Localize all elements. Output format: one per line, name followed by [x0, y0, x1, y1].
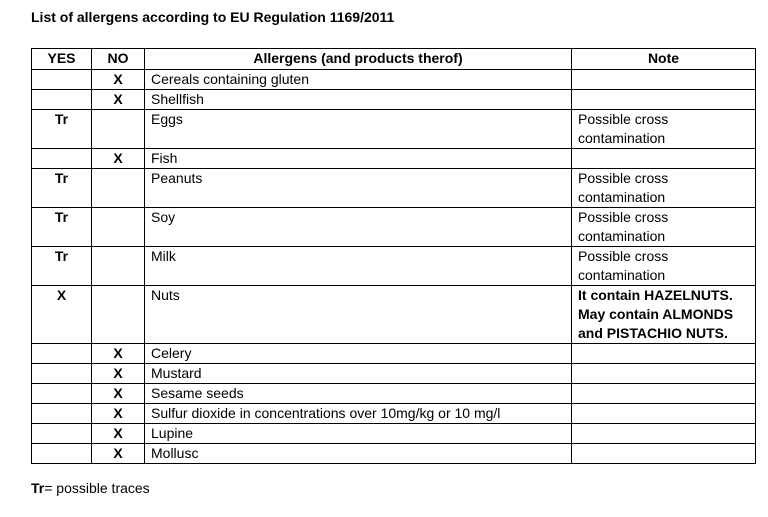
no-cell: [92, 169, 145, 208]
no-cell: X: [92, 364, 145, 384]
no-cell: [92, 110, 145, 149]
note-cell: Possible cross contamination: [572, 247, 756, 286]
page-title: List of allergens according to EU Regulation 1169/2011: [31, 9, 395, 25]
note-cell: [572, 149, 756, 169]
allergen-cell: Nuts: [145, 286, 572, 344]
table-row: [32, 169, 756, 208]
allergen-cell: Mollusc: [145, 444, 572, 464]
allergen-cell: Soy: [145, 208, 572, 247]
note-cell: [572, 70, 756, 90]
table-row: [32, 149, 756, 169]
table-row: [32, 444, 756, 464]
note-cell: [572, 364, 756, 384]
yes-cell: X: [32, 286, 92, 344]
note-cell: [572, 384, 756, 404]
table-row: [32, 110, 756, 149]
note-cell: [572, 424, 756, 444]
no-cell: [92, 286, 145, 344]
no-cell: X: [92, 444, 145, 464]
allergen-cell: Eggs: [145, 110, 572, 149]
yes-cell: [32, 90, 92, 110]
table-row: [32, 286, 756, 344]
allergen-cell: Peanuts: [145, 169, 572, 208]
yes-cell: [32, 384, 92, 404]
note-cell: Possible cross contamination: [572, 208, 756, 247]
note-cell: Possible cross contamination: [572, 110, 756, 149]
yes-cell: [32, 424, 92, 444]
header-allergen: Allergens (and products therof): [145, 49, 572, 70]
header-yes: YES: [32, 49, 92, 70]
allergen-cell: Sesame seeds: [145, 384, 572, 404]
table-row: [32, 70, 756, 90]
table-row: [32, 208, 756, 247]
footnote: [31, 480, 150, 496]
note-cell: [572, 404, 756, 424]
footnote-key: Tr: [31, 480, 45, 496]
no-cell: [92, 208, 145, 247]
no-cell: X: [92, 404, 145, 424]
allergen-cell: Cereals containing gluten: [145, 70, 572, 90]
yes-cell: Tr: [32, 247, 92, 286]
yes-cell: [32, 149, 92, 169]
yes-cell: [32, 404, 92, 424]
allergen-cell: Celery: [145, 344, 572, 364]
allergen-cell: Fish: [145, 149, 572, 169]
no-cell: X: [92, 70, 145, 90]
yes-cell: [32, 364, 92, 384]
table-row: [32, 364, 756, 384]
table-row: [32, 344, 756, 364]
allergen-cell: Mustard: [145, 364, 572, 384]
yes-cell: [32, 70, 92, 90]
yes-cell: Tr: [32, 110, 92, 149]
no-cell: X: [92, 344, 145, 364]
yes-cell: [32, 344, 92, 364]
yes-cell: Tr: [32, 208, 92, 247]
note-cell: [572, 444, 756, 464]
allergen-cell: Lupine: [145, 424, 572, 444]
no-cell: X: [92, 90, 145, 110]
table-row: [32, 90, 756, 110]
allergen-table: [31, 48, 756, 464]
allergen-cell: Shellfish: [145, 90, 572, 110]
allergen-cell: Sulfur dioxide in concentrations over 10mg/kg or 10 mg/l: [145, 404, 572, 424]
table-row: [32, 424, 756, 444]
table-row: [32, 404, 756, 424]
footnote-text: = possible traces: [44, 480, 150, 496]
note-cell: [572, 90, 756, 110]
yes-cell: Tr: [32, 169, 92, 208]
header-note: Note: [572, 49, 756, 70]
allergen-cell: Milk: [145, 247, 572, 286]
note-cell: Possible cross contamination: [572, 169, 756, 208]
note-cell: It contain HAZELNUTS. May contain ALMONDS and PISTACHIO NUTS.: [572, 286, 756, 344]
no-cell: [92, 247, 145, 286]
no-cell: X: [92, 384, 145, 404]
table-row: [32, 384, 756, 404]
no-cell: X: [92, 149, 145, 169]
table-header-row: [32, 49, 756, 70]
table-row: [32, 247, 756, 286]
yes-cell: [32, 444, 92, 464]
no-cell: X: [92, 424, 145, 444]
header-no: NO: [92, 49, 145, 70]
note-cell: [572, 344, 756, 364]
